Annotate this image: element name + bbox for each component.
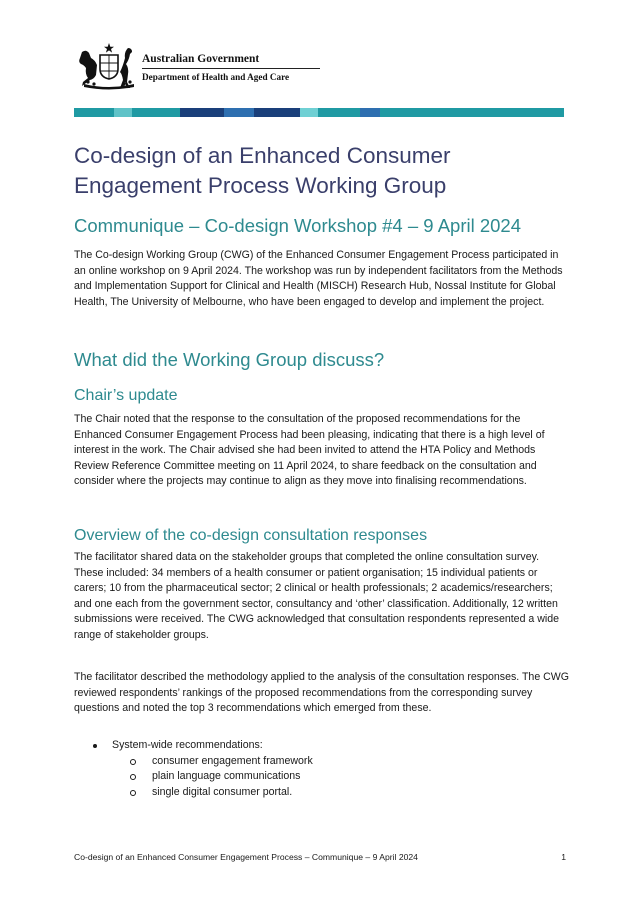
bullet-icon [93,744,97,748]
sub-list-item [112,785,574,801]
header-logo [76,42,376,92]
band-segment [380,108,564,117]
government-name: Australian Government [142,53,260,65]
list-item [74,738,574,800]
band-segment [360,108,380,117]
chair-update-heading: Chair’s update [74,387,178,404]
header-divider [142,68,320,69]
circle-bullet-icon [130,759,136,765]
sub-list-item-label: single digital consumer portal. [152,785,293,798]
document-title: Co-design of an Enhanced Consumer Engagement Process Working Group [74,143,451,198]
recommendations-list [74,738,574,800]
band-segment [300,108,318,117]
sub-list-item-label: consumer engagement framework [152,754,313,767]
overview-heading: Overview of the co-design consultation responses [74,527,428,544]
list-item-label: System-wide recommendations: [112,739,263,751]
section-heading: What did the Working Group discuss? [74,349,385,370]
footer-text: Co-design of an Enhanced Consumer Engagement Process – Communique – 9 April 2024 [74,852,418,862]
band-segment [318,108,360,117]
sub-list [112,754,574,801]
intro-paragraph: The Co-design Working Group (CWG) of the Enhanced Consumer Engagement Process participated in an online workshop on 9 April 2024. The workshop was run by independent facilitators from the Methods and Implementation Support for Clinical and Health (MISCH) Research Hub, Nossal Institute for Global Health, The University of Melbourne, who have been engaged to develop and implement the project. [74,249,563,308]
band-segment [114,108,132,117]
overview-paragraph-2: The facilitator described the methodology applied to the analysis of the consultation responses. The CWG reviewed respondents’ rankings of the proposed recommendations from the corresponding survey questions and noted the top 3 recommendations which emerged from these. [74,671,570,715]
band-segment [254,108,300,117]
band-segment [180,108,224,117]
coat-of-arms-icon [76,42,138,90]
band-segment [74,108,114,117]
color-band [74,108,564,117]
department-name: Department of Health and Aged Care [142,72,290,82]
circle-bullet-icon [130,774,136,780]
sub-list-item-label: plain language communications [152,770,301,783]
sub-list-item [112,754,574,770]
document-subtitle: Communique – Co-design Workshop #4 – 9 April 2024 [74,215,521,236]
overview-paragraph-1: The facilitator shared data on the stakeholder groups that completed the online consultation survey. These included: 34 members of a health consumer or patient organisation; 15 individual patients or carers; 10 from the pharmaceutical sector; 2 clinical or health professionals; 2 academics/researchers; and one each from the government sector, consultancy and ‘other’ classification. Additionally, 12 written submissions were received. The CWG acknowledged that consultation respondents represented a wide range of stakeholder groups. [74,551,560,641]
band-segment [132,108,180,117]
chair-update-paragraph: The Chair noted that the response to the consultation of the proposed recommendations for the Enhanced Consumer Engagement Process had been pleasing, indicating that there is a high level of interest in the work. The Chair advised she had been invited to attend the HTA Policy and Methods Review Reference Committee meeting on 11 April 2024, to share feedback on the consultation and consider where the projects may continue to align as they move into finalising recommendations. [74,413,545,488]
page-footer [74,852,566,866]
circle-bullet-icon [130,790,136,796]
government-name-block [142,53,342,82]
page-number: 1 [561,852,566,862]
band-segment [224,108,254,117]
sub-list-item [112,769,574,785]
